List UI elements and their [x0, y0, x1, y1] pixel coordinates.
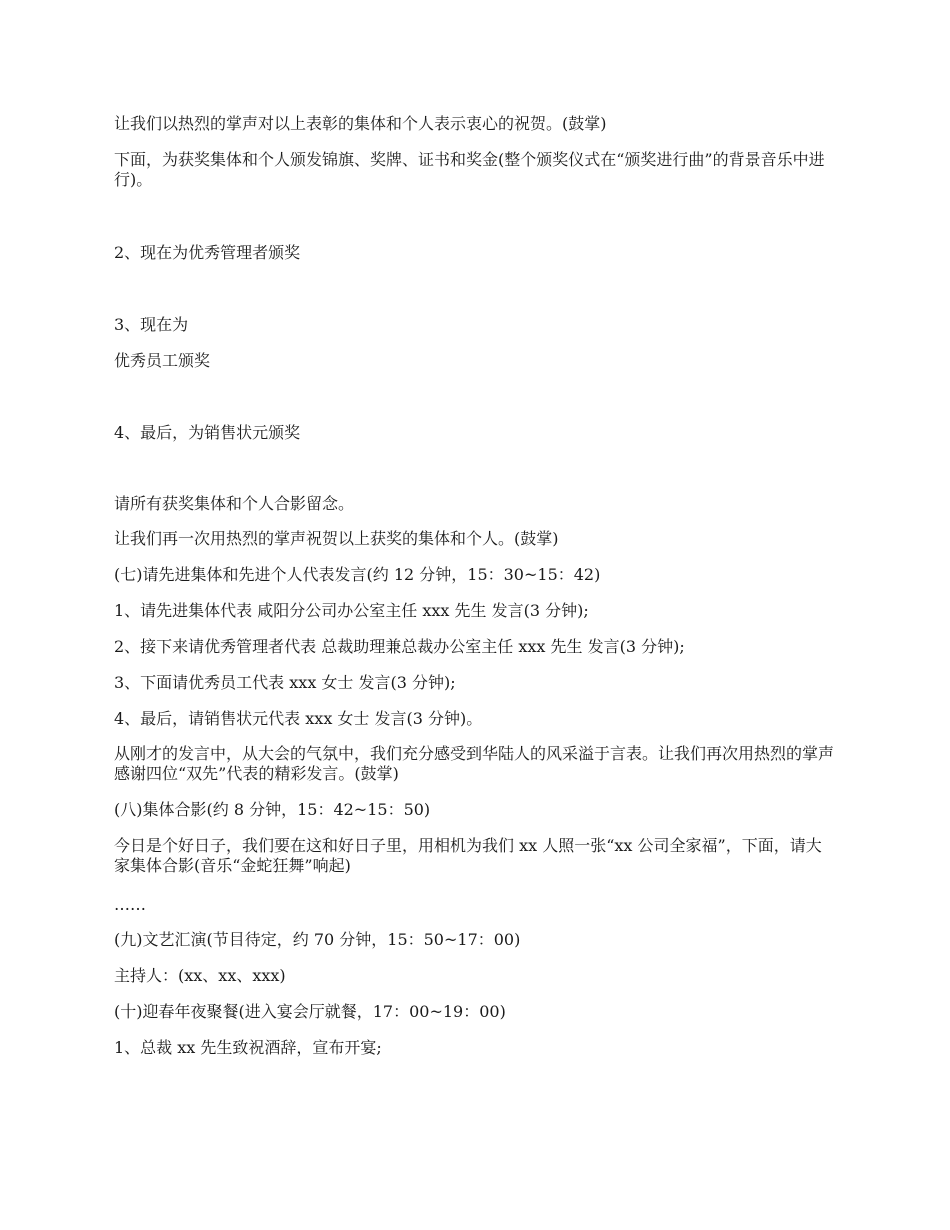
list-item-speech-4: 4、最后，请销售状元代表 xxx 女士 发言(3 分钟)。: [114, 709, 483, 728]
paragraph-applause-congratulation: 让我们以热烈的掌声对以上表彰的集体和个人表示衷心的祝贺。(鼓掌): [114, 114, 607, 133]
paragraph-hosts: 主持人：(xx、xx、xxx): [114, 966, 286, 985]
section-heading-representatives-speech: (七)请先进集体和先进个人代表发言(约 12 分钟，15：30~15：42): [114, 565, 601, 584]
paragraph-award-staff-intro: 3、现在为: [114, 315, 189, 334]
paragraph-applause-again: 让我们再一次用热烈的掌声祝贺以上获奖的集体和个人。(鼓掌): [114, 529, 559, 548]
paragraph-ellipsis: ……: [114, 895, 146, 914]
paragraph-award-presentation: 下面，为获奖集体和个人颁发锦旗、奖牌、证书和奖金(整个颁奖仪式在“颁奖进行曲”的背景音乐中进行)。: [114, 150, 825, 189]
list-item-dinner-1: 1、总裁 xx 先生致祝酒辞，宣布开宴;: [114, 1038, 382, 1057]
section-heading-performance: (九)文艺汇演(节目待定，约 70 分钟，15：50~17：00): [114, 930, 521, 949]
section-heading-dinner: (十)迎春年夜聚餐(进入宴会厅就餐，17：00~19：00): [114, 1002, 506, 1021]
paragraph-speech-thanks: 从刚才的发言中，从大会的气氛中，我们充分感受到华陆人的风采溢于言表。让我们再次用热烈的掌声感谢四位“双先”代表的精彩发言。(鼓掌): [114, 744, 835, 783]
paragraph-group-photo-request: 请所有获奖集体和个人合影留念。: [114, 494, 355, 513]
paragraph-award-staff: 优秀员工颁奖: [114, 351, 211, 370]
section-heading-group-photo: (八)集体合影(约 8 分钟，15：42~15：50): [114, 800, 431, 819]
paragraph-group-photo: 今日是个好日子，我们要在这和好日子里，用相机为我们 xx 人照一张“xx 公司全家福”，下面，请大家集体合影(音乐“金蛇狂舞”响起): [114, 836, 822, 875]
paragraph-award-sales: 4、最后，为销售状元颁奖: [114, 423, 301, 442]
list-item-speech-2: 2、接下来请优秀管理者代表 总裁助理兼总裁办公室主任 xxx 先生 发言(3 分钟);: [114, 637, 685, 656]
paragraph-award-managers: 2、现在为优秀管理者颁奖: [114, 243, 301, 262]
list-item-speech-3: 3、下面请优秀员工代表 xxx 女士 发言(3 分钟);: [114, 673, 456, 692]
list-item-speech-1: 1、请先进集体代表 咸阳分公司办公室主任 xxx 先生 发言(3 分钟);: [114, 601, 589, 620]
